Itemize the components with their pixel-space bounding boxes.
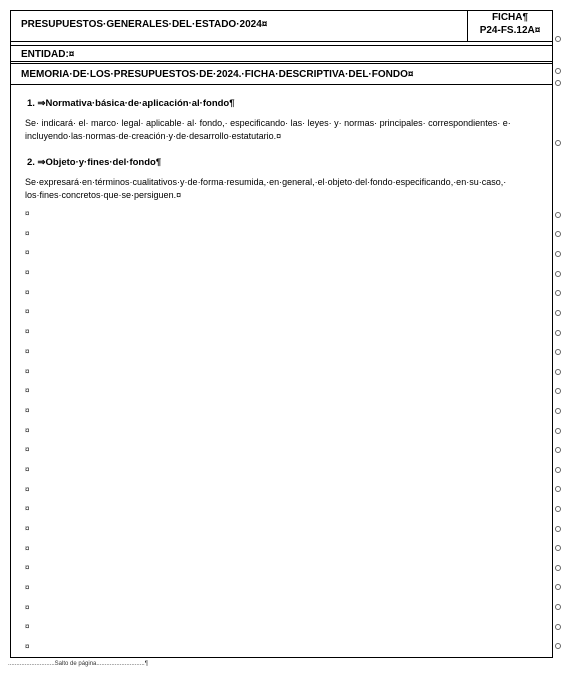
section-1-line-1: Se· indicará· el· marco· legal· aplicable· al· fondo,· especificando· las· leyes· y· normas· principales· correspondientes· e· [25, 118, 511, 128]
empty-paragraph[interactable]: ¤ [25, 405, 30, 415]
empty-paragraph[interactable]: ¤ [25, 622, 30, 632]
empty-paragraph[interactable]: ¤ [25, 287, 30, 297]
section-2-text [25, 176, 545, 202]
row-end-mark [555, 212, 561, 218]
empty-paragraph[interactable]: ¤ [25, 386, 30, 396]
entidad-row[interactable] [11, 45, 552, 62]
page-break: ............................Salto de página.............................¶ [8, 661, 148, 667]
row-end-mark [555, 565, 561, 571]
empty-paragraph[interactable]: ¤ [25, 602, 30, 612]
empty-paragraph[interactable]: ¤ [25, 583, 30, 593]
row-end-mark [555, 624, 561, 630]
empty-paragraph[interactable]: ¤ [25, 464, 30, 474]
row-end-mark [555, 506, 561, 512]
row-end-mark [555, 271, 561, 277]
section-1-line-2: incluyendo·las·normas·de·creación·y·de·desarrollo·estatutario.¤ [25, 131, 282, 141]
row-end-mark [555, 36, 561, 42]
row-end-mark [555, 231, 561, 237]
section-2-title: 2. ⇒Objeto·y·fines·del·fondo¶ [27, 157, 162, 168]
row-end-mark [555, 486, 561, 492]
row-end-mark [555, 388, 561, 394]
row-end-mark [555, 140, 561, 146]
empty-paragraph[interactable]: ¤ [25, 563, 30, 573]
memoria-title: MEMORIA·DE·LOS·PRESUPUESTOS·DE·2024.·FICHA·DESCRIPTIVA·DEL·FONDO¤ [21, 69, 414, 80]
ficha-box [467, 11, 552, 41]
form-frame [10, 10, 553, 658]
empty-paragraph[interactable]: ¤ [25, 209, 30, 218]
empty-paragraph[interactable]: ¤ [25, 445, 30, 455]
row-end-mark [555, 526, 561, 532]
empty-paragraph[interactable]: ¤ [25, 248, 30, 258]
empty-paragraph[interactable]: ¤ [25, 366, 30, 376]
ficha-label: FICHA¶ [491, 12, 529, 23]
row-end-mark [555, 310, 561, 316]
row-end-mark [555, 604, 561, 610]
row-end-mark [555, 251, 561, 257]
empty-paragraph[interactable]: ¤ [25, 642, 30, 652]
row-end-mark [555, 545, 561, 551]
row-end-mark [555, 330, 561, 336]
section-2-line-2: los·fines·concretos·que·se·persiguen.¤ [25, 190, 182, 200]
header-row [11, 11, 552, 42]
empty-paragraph[interactable]: ¤ [25, 425, 30, 435]
empty-paragraph[interactable]: ¤ [25, 504, 30, 514]
memoria-row [11, 63, 552, 85]
row-end-mark [555, 643, 561, 649]
empty-lines[interactable] [25, 209, 29, 662]
empty-paragraph[interactable]: ¤ [25, 524, 30, 533]
empty-paragraph[interactable]: ¤ [25, 307, 30, 317]
empty-paragraph[interactable]: ¤ [25, 484, 30, 494]
row-end-mark [555, 80, 561, 86]
row-end-mark [555, 68, 561, 74]
empty-paragraph[interactable]: ¤ [25, 327, 30, 337]
ficha-code: P24-FS.12A¤ [479, 25, 541, 36]
entidad-label: ENTIDAD:¤ [21, 49, 75, 60]
row-end-mark [555, 369, 561, 375]
section-1-text [25, 117, 545, 143]
row-end-mark [555, 467, 561, 473]
row-end-mark [555, 428, 561, 434]
empty-paragraph[interactable]: ¤ [25, 346, 30, 356]
empty-paragraph[interactable]: ¤ [25, 543, 30, 553]
row-end-mark [555, 584, 561, 590]
header-title: PRESUPUESTOS·GENERALES·DEL·ESTADO·2024¤ [21, 19, 268, 30]
row-end-mark [555, 290, 561, 296]
section-1-title: 1. ⇒Normativa·básica·de·aplicación·al·fondo¶ [27, 98, 235, 109]
empty-paragraph[interactable]: ¤ [25, 268, 30, 278]
row-end-mark [555, 447, 561, 453]
empty-paragraph[interactable]: ¤ [25, 228, 30, 238]
row-end-mark [555, 408, 561, 414]
section-2-line-1: Se·expresará·en·términos·cualitativos·y·de·forma·resumida,·en·general,·el·objeto·del·fondo·especificando,·en·su·caso,· [25, 177, 507, 187]
row-end-mark [555, 349, 561, 355]
